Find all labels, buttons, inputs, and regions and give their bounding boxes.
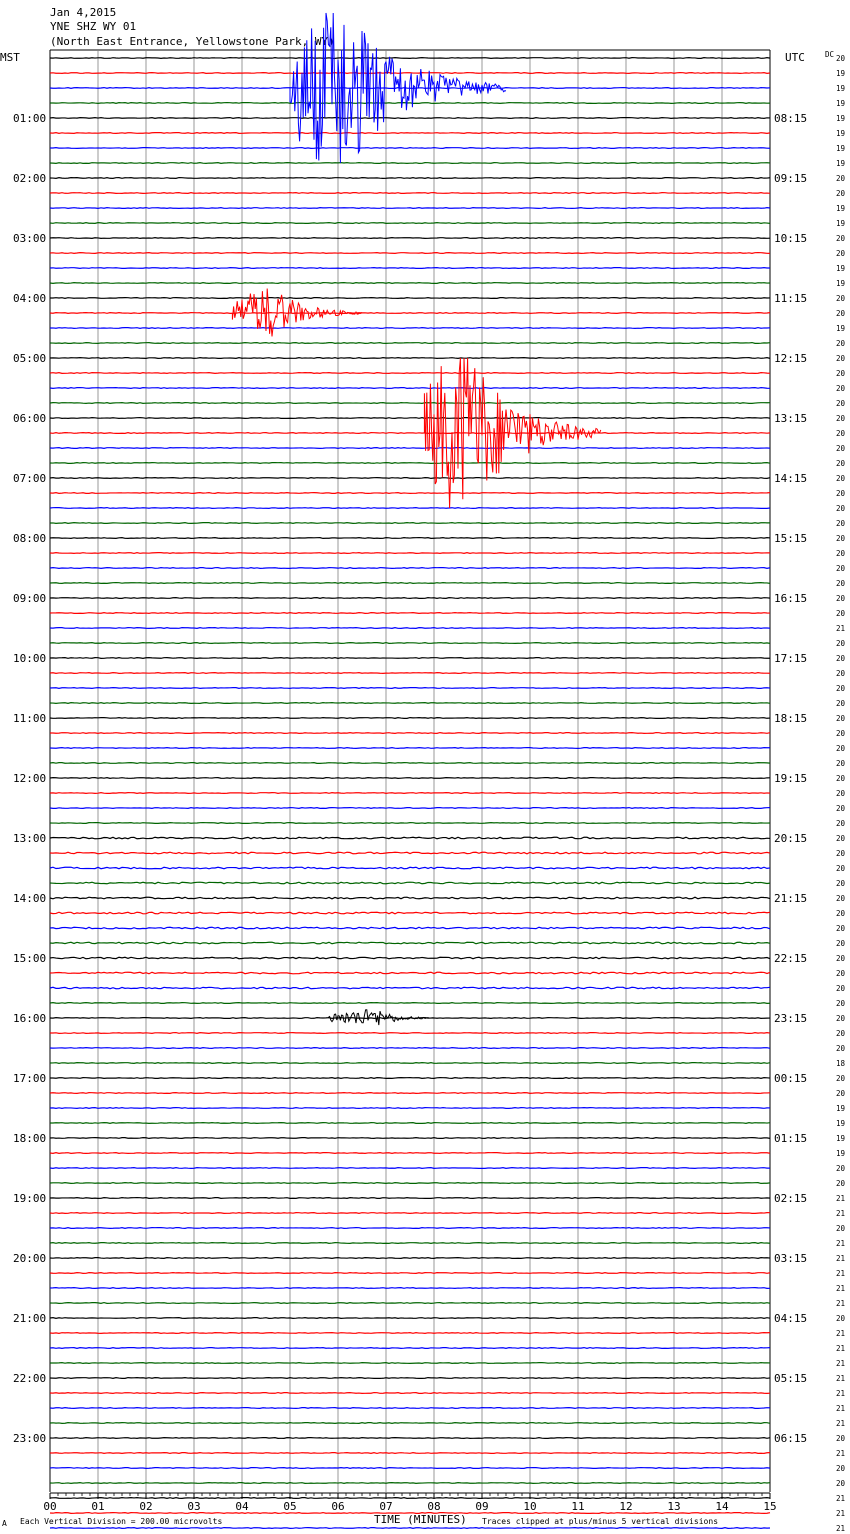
- dc-offset-value: 20: [836, 609, 846, 618]
- hour-label-right: 20:15: [774, 832, 808, 845]
- dc-offset-value: 20: [836, 234, 846, 243]
- dc-offset-value: 19: [836, 69, 846, 78]
- dc-offset-value: 20: [836, 699, 846, 708]
- dc-offset-value: 19: [836, 1149, 846, 1158]
- hour-label-left: 13:00: [13, 832, 47, 845]
- dc-offset-value: 20: [836, 594, 846, 603]
- trace-line: [50, 313, 770, 314]
- trace-line: [50, 1423, 770, 1424]
- hour-label-right: 08:15: [774, 112, 808, 125]
- dc-offset-value: 20: [836, 519, 846, 528]
- trace-line: [50, 508, 770, 509]
- dc-offset-value: 20: [836, 1074, 846, 1083]
- dc-offset-value: 19: [836, 279, 846, 288]
- trace-line: [50, 1303, 770, 1304]
- dc-offset-value: 20: [836, 714, 846, 723]
- x-tick-label: 04: [235, 1500, 249, 1513]
- dc-offset-value: 21: [836, 1299, 846, 1308]
- trace-line: [50, 1198, 770, 1199]
- trace-line: [50, 643, 770, 644]
- hour-label-left: 04:00: [13, 292, 47, 305]
- hour-labels-right: [774, 112, 807, 1445]
- trace-line: [50, 613, 770, 614]
- dc-offset-value: 20: [836, 1179, 846, 1188]
- trace-line: [50, 568, 770, 569]
- dc-offset-value: 20: [836, 549, 846, 558]
- trace-line: [50, 478, 770, 479]
- trace-line: [50, 133, 770, 134]
- x-tick-label: 06: [331, 1500, 345, 1513]
- station-location: (North East Entrance, Yellowstone Park, WY): [50, 35, 335, 48]
- right-timezone: UTC: [785, 51, 805, 64]
- dc-offset-value: 20: [836, 759, 846, 768]
- x-tick-label: 07: [379, 1500, 393, 1513]
- trace-line: [50, 823, 770, 824]
- trace-line: [50, 433, 770, 434]
- hour-label-left: 20:00: [13, 1252, 47, 1265]
- dc-offset-value: 21: [836, 1269, 846, 1278]
- trace-line: [50, 58, 770, 59]
- hour-label-left: 22:00: [13, 1372, 47, 1385]
- trace-line: [50, 1168, 770, 1169]
- hour-label-left: 14:00: [13, 892, 47, 905]
- hour-label-left: 12:00: [13, 772, 47, 785]
- dc-offset-value: 20: [836, 339, 846, 348]
- trace-line: [50, 972, 770, 974]
- trace-line: [50, 1378, 770, 1379]
- x-tick-label: 12: [619, 1500, 633, 1513]
- trace-line: [50, 253, 770, 254]
- x-tick-label: 08: [427, 1500, 441, 1513]
- x-axis: [43, 1493, 776, 1513]
- hour-label-left: 19:00: [13, 1192, 47, 1205]
- vertical-division-note: Each Vertical Division = 200.00 microvolts: [20, 1517, 223, 1526]
- dc-offset-value: 20: [836, 1224, 846, 1233]
- trace-line: [50, 1483, 770, 1484]
- trace-line: [50, 523, 770, 524]
- dc-offset-value: 19: [836, 99, 846, 108]
- x-tick-label: 01: [91, 1500, 105, 1513]
- trace-line: [50, 268, 770, 269]
- trace-line: [50, 208, 770, 209]
- station-code: YNE SHZ WY 01: [50, 20, 137, 33]
- x-tick-label: 02: [139, 1500, 153, 1513]
- trace-line: [50, 1063, 770, 1064]
- dc-offset-value: 20: [836, 819, 846, 828]
- left-timezone: MST: [0, 51, 20, 64]
- dc-offset-value: 20: [836, 1044, 846, 1053]
- dc-offset-value: 20: [836, 564, 846, 573]
- dc-offset-value: 21: [836, 1209, 846, 1218]
- hour-label-right: 03:15: [774, 1252, 808, 1265]
- dc-offset-value: 20: [836, 729, 846, 738]
- trace-line: [50, 882, 770, 884]
- trace-line: [50, 1288, 770, 1289]
- dc-offset-value: 19: [836, 204, 846, 213]
- dc-offset-value: 20: [836, 1314, 846, 1323]
- dc-offset-value: 20: [836, 684, 846, 693]
- trace-line: [50, 1453, 770, 1454]
- dc-offset-value: 20: [836, 939, 846, 948]
- hour-label-left: 18:00: [13, 1132, 47, 1145]
- dc-offset-value: 20: [836, 669, 846, 678]
- dc-offset-value: 20: [836, 1479, 846, 1488]
- dc-offset-value: 20: [836, 879, 846, 888]
- trace-line: [50, 298, 770, 299]
- trace-line: [50, 583, 770, 584]
- dc-offset-value: 21: [836, 1494, 846, 1503]
- dc-offset-value: 20: [836, 504, 846, 513]
- dc-offset-value: 20: [836, 639, 846, 648]
- dc-offset-value: 21: [836, 1194, 846, 1203]
- trace-line: [50, 178, 770, 179]
- hour-label-right: 17:15: [774, 652, 808, 665]
- hour-label-right: 04:15: [774, 1312, 808, 1325]
- hour-label-right: 02:15: [774, 1192, 808, 1205]
- dc-offset-value: 20: [836, 489, 846, 498]
- trace-line: [50, 1258, 770, 1259]
- trace-line: [50, 1228, 770, 1229]
- trace-line: [50, 163, 770, 164]
- trace-line: [50, 703, 770, 704]
- dc-offset-value: 20: [836, 429, 846, 438]
- trace-line: [50, 1363, 770, 1364]
- trace-line: [50, 1273, 770, 1274]
- dc-offset-value: 20: [836, 924, 846, 933]
- hour-label-right: 16:15: [774, 592, 808, 605]
- hour-label-left: 11:00: [13, 712, 47, 725]
- dc-offset-value: 20: [836, 969, 846, 978]
- x-tick-label: 10: [523, 1500, 537, 1513]
- dc-offset-value: 21: [836, 1524, 846, 1533]
- hour-label-right: 00:15: [774, 1072, 808, 1085]
- dc-offset-value: 19: [836, 1134, 846, 1143]
- dc-offset-labels: [836, 54, 846, 1534]
- dc-offset-value: 20: [836, 579, 846, 588]
- trace-line: [50, 493, 770, 494]
- trace-line: [50, 1093, 770, 1094]
- hour-label-left: 01:00: [13, 112, 47, 125]
- trace-line: [50, 148, 770, 149]
- dc-offset-value: 20: [836, 1464, 846, 1473]
- dc-offset-value: 20: [836, 474, 846, 483]
- dc-offset-value: 19: [836, 114, 846, 123]
- trace-line: [50, 1153, 770, 1154]
- dc-offset-value: 20: [836, 534, 846, 543]
- hour-labels-left: [13, 112, 46, 1445]
- trace-line: [50, 1438, 770, 1439]
- dc-offset-value: 20: [836, 834, 846, 843]
- x-tick-label: 00: [43, 1500, 57, 1513]
- dc-offset-value: 20: [836, 1089, 846, 1098]
- hour-label-left: 23:00: [13, 1432, 47, 1445]
- dc-offset-value: 20: [836, 909, 846, 918]
- x-tick-label: 05: [283, 1500, 297, 1513]
- hour-label-right: 21:15: [774, 892, 808, 905]
- dc-offset-value: 20: [836, 249, 846, 258]
- trace-line: [50, 1468, 770, 1469]
- dc-offset-value: 19: [836, 324, 846, 333]
- hour-label-right: 11:15: [774, 292, 808, 305]
- dc-offset-value: 19: [836, 219, 846, 228]
- trace-line: [50, 1183, 770, 1184]
- hour-label-right: 06:15: [774, 1432, 808, 1445]
- trace-line: [50, 1333, 770, 1334]
- trace-line: [50, 373, 770, 374]
- x-tick-label: 09: [475, 1500, 489, 1513]
- hour-label-right: 12:15: [774, 352, 808, 365]
- dc-offset-value: 20: [836, 864, 846, 873]
- hour-label-left: 09:00: [13, 592, 47, 605]
- dc-offset-value: 21: [836, 1419, 846, 1428]
- hour-label-right: 22:15: [774, 952, 808, 965]
- trace-line: [50, 1138, 770, 1139]
- trace-line: [50, 673, 770, 674]
- trace-line: [50, 388, 770, 389]
- trace-line: [50, 1108, 770, 1109]
- dc-offset-value: 20: [836, 369, 846, 378]
- trace-line: [50, 238, 770, 239]
- trace-line: [50, 343, 770, 344]
- trace-line: [50, 193, 770, 194]
- dc-offset-value: 21: [836, 624, 846, 633]
- hour-label-right: 14:15: [774, 472, 808, 485]
- trace-line: [50, 448, 770, 449]
- dc-offset-value: 20: [836, 189, 846, 198]
- dc-offset-value: 20: [836, 174, 846, 183]
- dc-offset-value: 19: [836, 84, 846, 93]
- dc-offset-value: 21: [836, 1404, 846, 1413]
- dc-offset-value: 20: [836, 1164, 846, 1173]
- dc-offset-value: 21: [836, 1389, 846, 1398]
- dc-offset-value: 20: [836, 1014, 846, 1023]
- trace-line: [50, 688, 770, 689]
- hour-label-left: 03:00: [13, 232, 47, 245]
- dc-offset-value: 19: [836, 264, 846, 273]
- trace-line: [50, 852, 770, 854]
- hour-label-right: 13:15: [774, 412, 808, 425]
- dc-offset-value: 21: [836, 1254, 846, 1263]
- dc-offset-value: 20: [836, 849, 846, 858]
- trace-line: [50, 1393, 770, 1394]
- trace-line: [50, 1048, 770, 1049]
- trace-line: [50, 1498, 770, 1499]
- trace-line: [50, 628, 770, 629]
- hour-label-right: 05:15: [774, 1372, 808, 1385]
- hour-label-left: 16:00: [13, 1012, 47, 1025]
- trace-line: [50, 1408, 770, 1409]
- hour-label-left: 07:00: [13, 472, 47, 485]
- trace-line: [50, 1078, 770, 1079]
- dc-offset-value: 21: [836, 1239, 846, 1248]
- trace-line: [50, 103, 770, 104]
- dc-header: DC: [825, 50, 835, 59]
- trace-line: [50, 1348, 770, 1349]
- trace-line: [50, 733, 770, 734]
- hour-label-right: 15:15: [774, 532, 808, 545]
- dc-offset-value: 19: [836, 1104, 846, 1113]
- seismic-events: [232, 13, 600, 1025]
- x-tick-label: 11: [571, 1500, 585, 1513]
- trace-line: [50, 927, 770, 929]
- trace-line: [50, 1318, 770, 1319]
- dc-offset-value: 18: [836, 1059, 846, 1068]
- trace-line: [50, 598, 770, 599]
- trace-line: [50, 837, 770, 839]
- hour-label-left: 06:00: [13, 412, 47, 425]
- dc-offset-value: 20: [836, 399, 846, 408]
- dc-offset-value: 21: [836, 1359, 846, 1368]
- trace-line: [50, 778, 770, 779]
- hour-label-right: 19:15: [774, 772, 808, 785]
- dc-offset-value: 20: [836, 414, 846, 423]
- trace-line: [50, 763, 770, 764]
- dc-offset-value: 20: [836, 1434, 846, 1443]
- trace-line: [50, 957, 770, 959]
- corner-mark: A: [2, 1519, 7, 1528]
- hour-label-left: 17:00: [13, 1072, 47, 1085]
- x-tick-label: 15: [763, 1500, 777, 1513]
- dc-offset-value: 20: [836, 294, 846, 303]
- trace-line: [50, 1213, 770, 1214]
- dc-offset-value: 19: [836, 1119, 846, 1128]
- dc-offset-value: 20: [836, 804, 846, 813]
- dc-offset-value: 20: [836, 789, 846, 798]
- hour-label-left: 02:00: [13, 172, 47, 185]
- hour-label-right: 18:15: [774, 712, 808, 725]
- dc-offset-value: 20: [836, 1029, 846, 1038]
- trace-line: [50, 73, 770, 74]
- dc-offset-value: 21: [836, 1344, 846, 1353]
- hour-label-right: 10:15: [774, 232, 808, 245]
- trace-line: [50, 1243, 770, 1244]
- dc-offset-value: 21: [836, 1284, 846, 1293]
- dc-offset-value: 20: [836, 309, 846, 318]
- dc-offset-value: 20: [836, 999, 846, 1008]
- hour-label-left: 08:00: [13, 532, 47, 545]
- hour-label-left: 10:00: [13, 652, 47, 665]
- trace-line: [50, 1033, 770, 1034]
- trace-line: [50, 897, 770, 899]
- dc-offset-value: 20: [836, 894, 846, 903]
- trace-line: [50, 403, 770, 404]
- dc-offset-value: 19: [836, 159, 846, 168]
- dc-offset-value: 21: [836, 1329, 846, 1338]
- trace-line: [50, 748, 770, 749]
- trace-line: [50, 118, 770, 119]
- trace-line: [50, 793, 770, 794]
- trace-line: [50, 358, 770, 359]
- dc-offset-value: 20: [836, 459, 846, 468]
- dc-offset-value: 21: [836, 1449, 846, 1458]
- x-tick-label: 14: [715, 1500, 729, 1513]
- clipping-note: Traces clipped at plus/minus 5 vertical divisions: [482, 1517, 719, 1526]
- x-axis-title: TIME (MINUTES): [374, 1513, 467, 1526]
- dc-offset-value: 19: [836, 129, 846, 138]
- dc-offset-value: 19: [836, 144, 846, 153]
- time-grid: [50, 50, 770, 1492]
- trace-line: [50, 418, 770, 419]
- trace-line: [50, 328, 770, 329]
- x-tick-label: 13: [667, 1500, 681, 1513]
- hour-label-right: 09:15: [774, 172, 808, 185]
- hour-label-right: 23:15: [774, 1012, 808, 1025]
- dc-offset-value: 21: [836, 1509, 846, 1518]
- x-tick-label: 03: [187, 1500, 201, 1513]
- trace-line: [50, 808, 770, 809]
- dc-offset-value: 20: [836, 444, 846, 453]
- trace-line: [50, 538, 770, 539]
- hour-label-right: 01:15: [774, 1132, 808, 1145]
- trace-line: [50, 658, 770, 659]
- hour-label-left: 15:00: [13, 952, 47, 965]
- trace-line: [50, 463, 770, 464]
- dc-offset-value: 20: [836, 654, 846, 663]
- trace-line: [50, 718, 770, 719]
- trace-line: [50, 223, 770, 224]
- record-date: Jan 4,2015: [50, 6, 117, 19]
- dc-offset-value: 20: [836, 984, 846, 993]
- dc-offset-value: 20: [836, 384, 846, 393]
- trace-line: [50, 283, 770, 284]
- dc-offset-value: 21: [836, 1374, 846, 1383]
- hour-label-left: 05:00: [13, 352, 47, 365]
- trace-line: [50, 1528, 770, 1529]
- dc-offset-value: 20: [836, 354, 846, 363]
- trace-line: [50, 553, 770, 554]
- seismic-traces: [50, 58, 770, 1534]
- trace-line: [50, 1003, 770, 1004]
- dc-offset-value: 20: [836, 954, 846, 963]
- dc-offset-value: 20: [836, 54, 846, 63]
- dc-offset-value: 20: [836, 774, 846, 783]
- trace-line: [50, 942, 770, 944]
- trace-line: [50, 1123, 770, 1124]
- trace-line: [50, 987, 770, 989]
- hour-label-left: 21:00: [13, 1312, 47, 1325]
- dc-offset-value: 20: [836, 744, 846, 753]
- trace-line: [50, 912, 770, 914]
- trace-line: [50, 867, 770, 869]
